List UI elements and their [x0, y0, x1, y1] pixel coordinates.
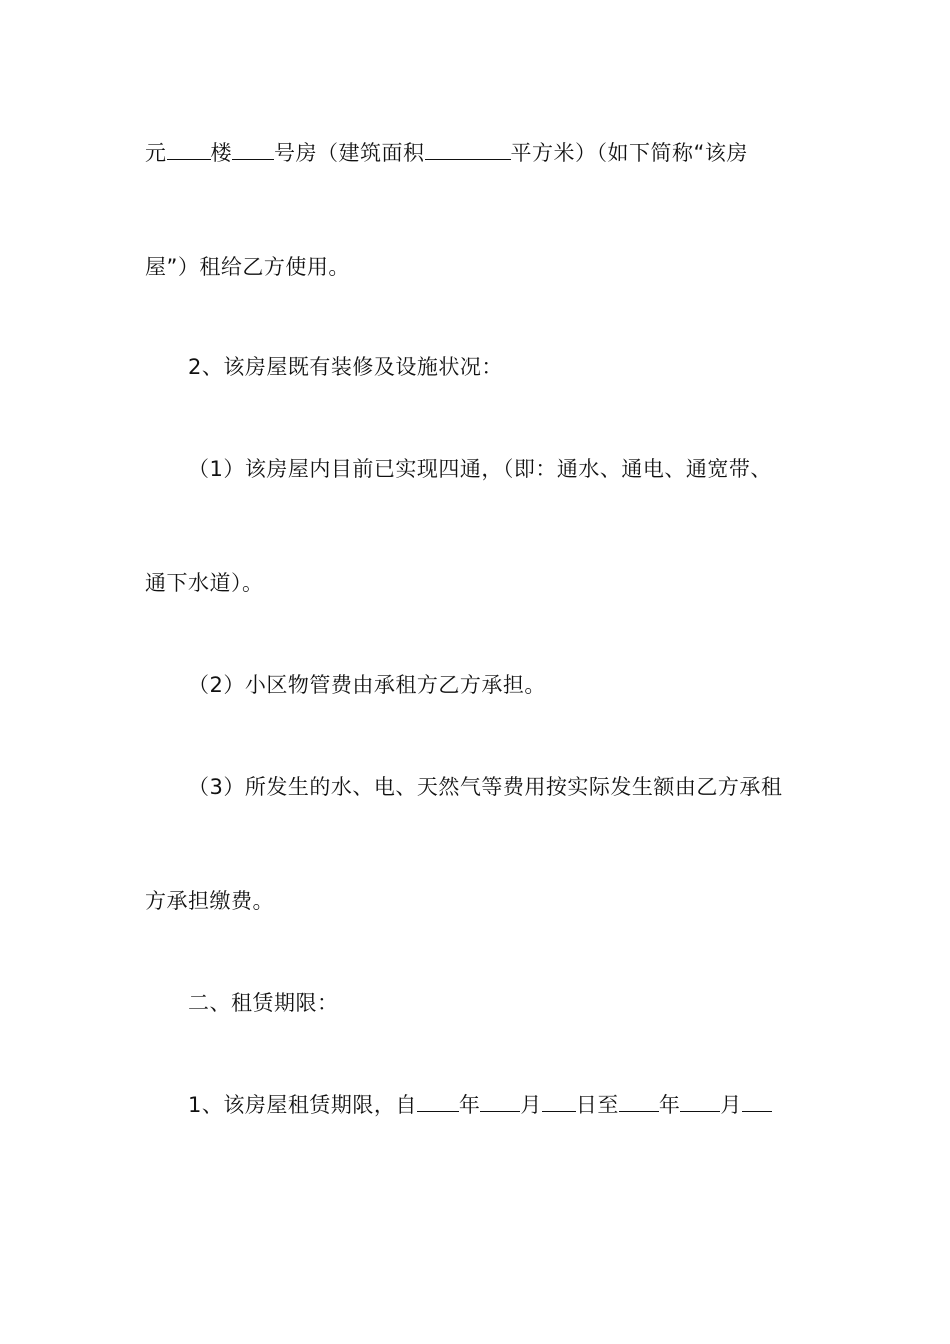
paragraph-line [145, 138, 748, 168]
text-segment: 元 [145, 141, 167, 165]
paragraph-line: 屋”）租给乙方使用。 [145, 255, 350, 279]
paragraph-line [188, 1090, 772, 1120]
fill-blank [417, 1091, 459, 1112]
fill-blank [480, 1091, 520, 1112]
text-segment: 年 [658, 1093, 681, 1117]
section-heading: 二、租赁期限： [188, 991, 339, 1015]
text-segment: 1、该房屋租赁期限，自 [188, 1093, 417, 1117]
text-segment: 月 [520, 1093, 542, 1117]
fill-blank [680, 1091, 720, 1112]
fill-blank [619, 1091, 659, 1112]
text-segment: 月 [720, 1093, 742, 1117]
text-segment: 楼 [210, 141, 232, 165]
paragraph-line: 2、该房屋既有装修及设施状况： [188, 355, 503, 379]
fill-blank [167, 139, 211, 160]
fill-blank [232, 139, 274, 160]
paragraph-line: （3）所发生的水、电、天然气等费用按实际发生额由乙方承租 [188, 775, 783, 799]
text-segment: 平方米）（如下简称“该房 [510, 141, 748, 165]
text-segment: 号房（建筑面积 [274, 141, 425, 165]
paragraph-line: （2）小区物管费由承租方乙方承担。 [188, 673, 546, 697]
fill-blank [542, 1091, 576, 1112]
paragraph-line: 方承担缴费。 [145, 889, 274, 913]
fill-blank [425, 139, 511, 160]
paragraph-line: （1）该房屋内目前已实现四通，（即：通水、通电、通宽带、 [188, 457, 772, 481]
text-segment: 日至 [575, 1093, 619, 1117]
paragraph-line: 通下水道）。 [145, 571, 264, 595]
fill-blank [742, 1091, 772, 1112]
text-segment: 年 [458, 1093, 481, 1117]
